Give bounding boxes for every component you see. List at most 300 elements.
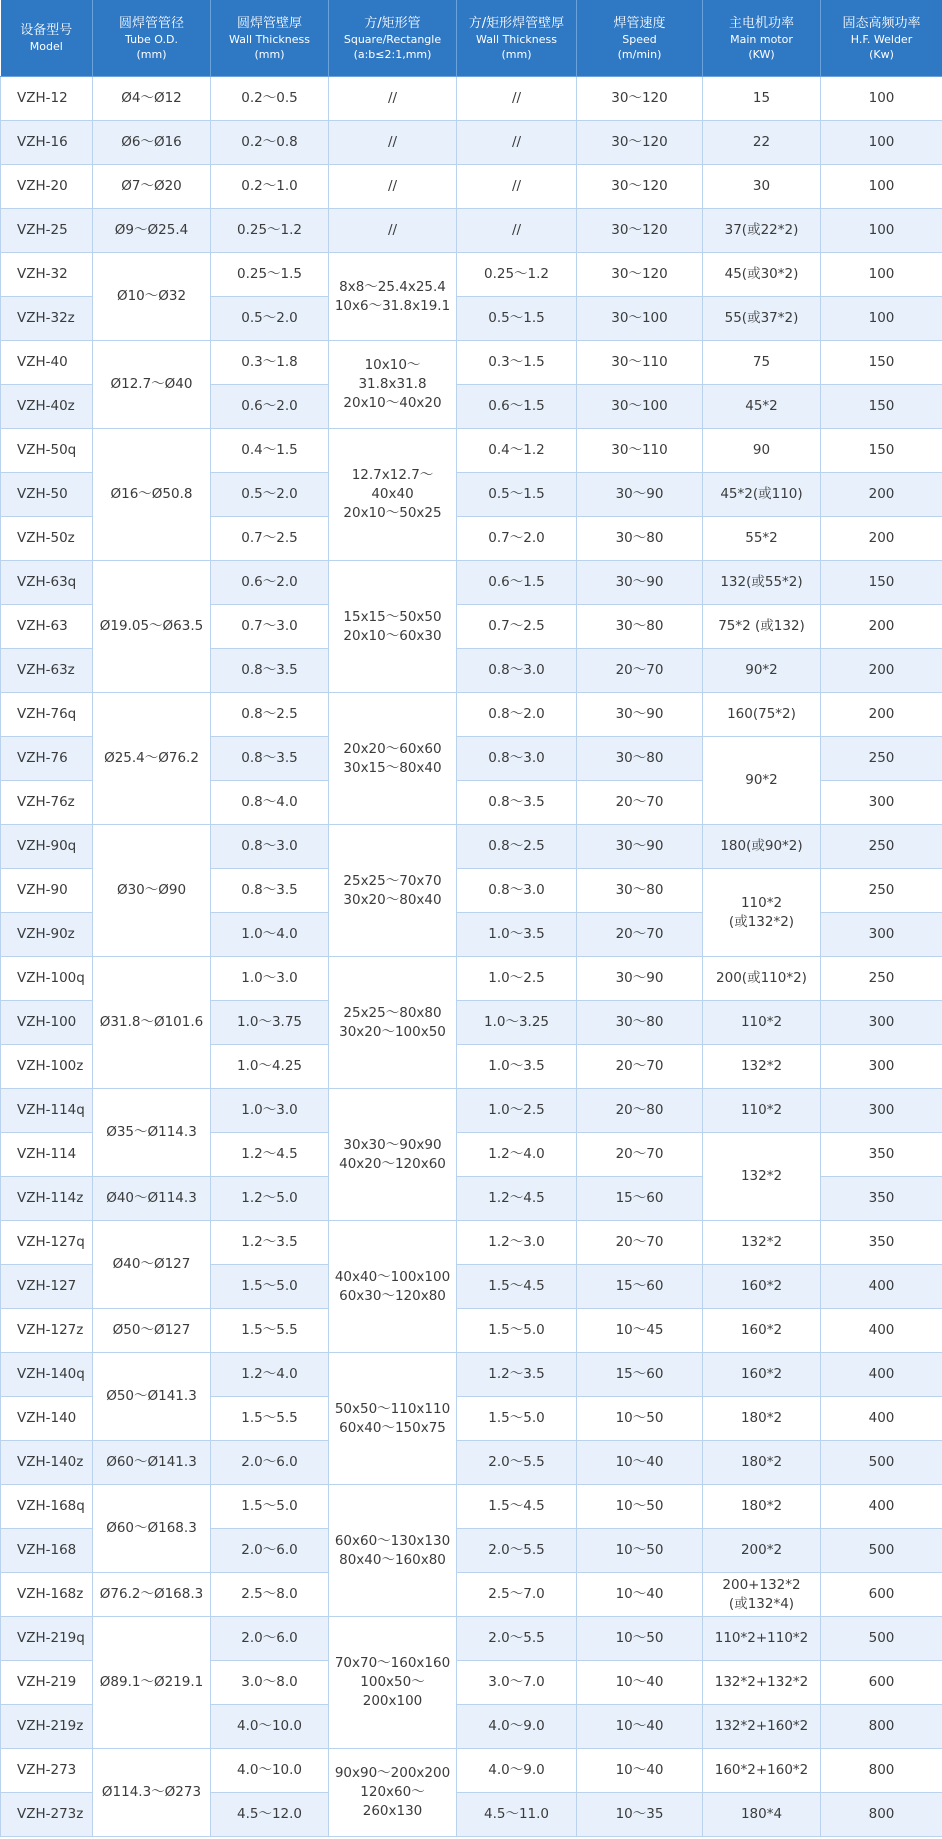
square-rectangle-cell: [329, 1749, 457, 1837]
wall-thickness-cell: 1.2～5.0: [211, 1177, 329, 1221]
model-cell: VZH-140: [1, 1397, 93, 1441]
main-motor-cell: 90*2: [703, 649, 821, 693]
tube-od-cell: Ø9～Ø25.4: [93, 209, 211, 253]
model-cell: VZH-140z: [1, 1441, 93, 1485]
speed-cell: 30～120: [577, 165, 703, 209]
main-motor-cell: 30: [703, 165, 821, 209]
tube-od-cell: Ø76.2～Ø168.3: [93, 1573, 211, 1617]
header-square-wall-thickness: 方/矩形焊管壁厚 Wall Thickness (mm): [457, 0, 577, 77]
model-cell: VZH-127q: [1, 1221, 93, 1265]
main-motor-cell: 132*2: [703, 1045, 821, 1089]
square-wall-cell: 1.0～3.5: [457, 1045, 577, 1089]
main-motor-cell: 45*2: [703, 385, 821, 429]
model-cell: VZH-50z: [1, 517, 93, 561]
speed-cell: 10～50: [577, 1397, 703, 1441]
square-wall-cell: 0.7～2.5: [457, 605, 577, 649]
wall-thickness-cell: 2.0～6.0: [211, 1441, 329, 1485]
square-rectangle-cell: //: [329, 77, 457, 121]
hf-welder-cell: 250: [821, 737, 942, 781]
square-range-2: 30x20～80x40: [343, 891, 442, 908]
hf-welder-cell: 350: [821, 1221, 942, 1265]
tube-od-cell: Ø40～Ø114.3: [93, 1177, 211, 1221]
square-range-2: 20x10～40x20: [343, 395, 442, 411]
model-cell: VZH-168z: [1, 1573, 93, 1617]
wall-thickness-cell: 0.5～2.0: [211, 297, 329, 341]
square-rectangle-cell: [329, 825, 457, 957]
main-motor-cell: 200*2: [703, 1529, 821, 1573]
speed-cell: 30～90: [577, 473, 703, 517]
square-range-1: 40x40～100x100: [334, 1268, 451, 1285]
hf-welder-cell: 100: [821, 253, 942, 297]
square-range-2: 80x40～160x80: [339, 1551, 446, 1568]
tube-od-cell: Ø50～Ø141.3: [93, 1353, 211, 1441]
model-cell: VZH-100: [1, 1001, 93, 1045]
model-cell: VZH-114q: [1, 1089, 93, 1133]
tube-od-cell: Ø7～Ø20: [93, 165, 211, 209]
table-row: [1, 429, 942, 473]
tube-od-cell: Ø4～Ø12: [93, 77, 211, 121]
wall-thickness-cell: 2.0～6.0: [211, 1529, 329, 1573]
wall-thickness-cell: 0.8～4.0: [211, 781, 329, 825]
header-square-rectangle: 方/矩形管 Square/Rectangle (a:b≤2:1,mm): [329, 0, 457, 77]
hf-welder-cell: 500: [821, 1617, 942, 1661]
wall-thickness-cell: 0.8～3.5: [211, 737, 329, 781]
speed-cell: 15～60: [577, 1177, 703, 1221]
main-motor-cell: 160*2+160*2: [703, 1749, 821, 1793]
speed-cell: 30～90: [577, 561, 703, 605]
square-rectangle-cell: //: [329, 209, 457, 253]
square-wall-cell: //: [457, 77, 577, 121]
main-motor-cell: 55*2: [703, 517, 821, 561]
square-wall-cell: 2.5～7.0: [457, 1573, 577, 1617]
main-motor-cell: 160*2: [703, 1353, 821, 1397]
speed-cell: 30～120: [577, 121, 703, 165]
hf-welder-cell: 350: [821, 1177, 942, 1221]
square-wall-cell: //: [457, 121, 577, 165]
square-range-1: 30x30～90x90: [343, 1136, 442, 1153]
wall-thickness-cell: 1.5～5.5: [211, 1397, 329, 1441]
wall-thickness-cell: 0.7～3.0: [211, 605, 329, 649]
speed-cell: 10～40: [577, 1661, 703, 1705]
square-wall-cell: 0.8～2.5: [457, 825, 577, 869]
square-range-1: 50x50～110x110: [334, 1400, 451, 1417]
table-row: [1, 1441, 942, 1485]
square-wall-cell: 0.8～2.0: [457, 693, 577, 737]
hf-welder-cell: 800: [821, 1705, 942, 1749]
tube-od-cell: Ø10～Ø32: [93, 253, 211, 341]
square-wall-cell: 1.5～5.0: [457, 1397, 577, 1441]
model-cell: VZH-76q: [1, 693, 93, 737]
square-range-1: 25x25～80x80: [343, 1004, 442, 1021]
square-range-1: 90x90～200x200: [334, 1765, 451, 1781]
square-range-1: 20x20～60x60: [343, 740, 442, 757]
square-wall-cell: 1.0～3.5: [457, 913, 577, 957]
main-motor-cell: 160*2: [703, 1265, 821, 1309]
square-wall-cell: 1.0～2.5: [457, 957, 577, 1001]
main-motor-cell: 45*2(或110): [703, 473, 821, 517]
square-rectangle-cell: [329, 429, 457, 561]
square-wall-cell: 2.0～5.5: [457, 1529, 577, 1573]
main-motor-cell: 180*2: [703, 1397, 821, 1441]
wall-thickness-cell: 0.4～1.5: [211, 429, 329, 473]
hf-welder-cell: 400: [821, 1397, 942, 1441]
hf-welder-cell: 150: [821, 385, 942, 429]
tube-od-cell: Ø19.05～Ø63.5: [93, 561, 211, 693]
model-cell: VZH-32z: [1, 297, 93, 341]
tube-od-cell: Ø35～Ø114.3: [93, 1089, 211, 1177]
square-range-2: 20x10～50x25: [343, 505, 442, 521]
square-wall-cell: 0.6～1.5: [457, 561, 577, 605]
table-row: [1, 1221, 942, 1265]
tube-od-cell: Ø6～Ø16: [93, 121, 211, 165]
square-wall-cell: 2.0～5.5: [457, 1441, 577, 1485]
hf-welder-cell: 300: [821, 913, 942, 957]
table-row: [1, 1573, 942, 1617]
main-motor-cell: 37(或22*2): [703, 209, 821, 253]
hf-welder-cell: 350: [821, 1133, 942, 1177]
header-hf-welder: 固态高频功率 H.F. Welder (Kw): [821, 0, 942, 77]
hf-welder-cell: 200: [821, 517, 942, 561]
model-cell: VZH-140q: [1, 1353, 93, 1397]
main-motor-cell: 132*2: [703, 1133, 821, 1221]
wall-thickness-cell: 0.8～3.5: [211, 869, 329, 913]
wall-thickness-cell: 0.8～2.5: [211, 693, 329, 737]
hf-welder-cell: 200: [821, 693, 942, 737]
square-wall-cell: //: [457, 165, 577, 209]
square-wall-cell: //: [457, 209, 577, 253]
model-cell: VZH-50q: [1, 429, 93, 473]
square-range-1: 10x10～31.8x31.8: [358, 357, 427, 392]
square-wall-cell: 4.5～11.0: [457, 1793, 577, 1837]
speed-cell: 15～60: [577, 1353, 703, 1397]
square-wall-cell: 1.2～4.5: [457, 1177, 577, 1221]
model-cell: VZH-100q: [1, 957, 93, 1001]
square-rectangle-cell: [329, 957, 457, 1089]
table-row: [1, 341, 942, 385]
model-cell: VZH-40: [1, 341, 93, 385]
main-motor-cell: 200(或110*2): [703, 957, 821, 1001]
main-motor-cell: 132(或55*2): [703, 561, 821, 605]
main-motor-cell: 180*2: [703, 1485, 821, 1529]
hf-welder-cell: 400: [821, 1353, 942, 1397]
wall-thickness-cell: 1.2～3.5: [211, 1221, 329, 1265]
hf-welder-cell: 300: [821, 781, 942, 825]
square-wall-cell: 0.8～3.5: [457, 781, 577, 825]
speed-cell: 10～50: [577, 1485, 703, 1529]
square-rectangle-cell: [329, 1221, 457, 1353]
wall-thickness-cell: 1.0～4.25: [211, 1045, 329, 1089]
square-wall-cell: 0.8～3.0: [457, 869, 577, 913]
hf-welder-cell: 150: [821, 341, 942, 385]
square-range-2: 20x10～60x30: [343, 627, 442, 644]
square-range-1: 8x8～25.4x25.4: [339, 278, 446, 295]
tube-od-cell: Ø60～Ø168.3: [93, 1485, 211, 1573]
square-range-2: 60x40～150x75: [339, 1419, 446, 1436]
model-cell: VZH-127z: [1, 1309, 93, 1353]
tube-od-cell: Ø40～Ø127: [93, 1221, 211, 1309]
speed-cell: 20～70: [577, 1221, 703, 1265]
hf-welder-cell: 200: [821, 649, 942, 693]
square-range-2: 60x30～120x80: [339, 1287, 446, 1304]
main-motor-cell: 180*4: [703, 1793, 821, 1837]
tube-od-cell: Ø25.4～Ø76.2: [93, 693, 211, 825]
main-motor-cell: 15: [703, 77, 821, 121]
hf-welder-cell: 100: [821, 165, 942, 209]
speed-cell: 30～90: [577, 957, 703, 1001]
tube-od-cell: Ø50～Ø127: [93, 1309, 211, 1353]
hf-welder-cell: 100: [821, 77, 942, 121]
square-wall-cell: 4.0～9.0: [457, 1705, 577, 1749]
speed-cell: 20～80: [577, 1089, 703, 1133]
square-wall-cell: 2.0～5.5: [457, 1617, 577, 1661]
square-wall-cell: 0.4～1.2: [457, 429, 577, 473]
wall-thickness-cell: 1.0～3.0: [211, 1089, 329, 1133]
square-wall-cell: 0.5～1.5: [457, 297, 577, 341]
main-motor-cell: 180*2: [703, 1441, 821, 1485]
model-cell: VZH-90: [1, 869, 93, 913]
model-cell: VZH-25: [1, 209, 93, 253]
square-wall-cell: 0.8～3.0: [457, 649, 577, 693]
table-row: [1, 825, 942, 869]
hf-welder-cell: 400: [821, 1485, 942, 1529]
table-row: [1, 1309, 942, 1353]
square-range-1: 60x60～130x130: [334, 1532, 451, 1549]
square-rectangle-cell: [329, 341, 457, 429]
speed-cell: 10～40: [577, 1441, 703, 1485]
wall-thickness-cell: 0.2～0.5: [211, 77, 329, 121]
main-motor-cell: 132*2+132*2: [703, 1661, 821, 1705]
square-wall-cell: 0.5～1.5: [457, 473, 577, 517]
speed-cell: 20～70: [577, 913, 703, 957]
model-cell: VZH-168: [1, 1529, 93, 1573]
hf-welder-cell: 300: [821, 1089, 942, 1133]
wall-thickness-cell: 0.2～0.8: [211, 121, 329, 165]
model-cell: VZH-273: [1, 1749, 93, 1793]
square-rectangle-cell: [329, 1485, 457, 1617]
square-wall-cell: 0.7～2.0: [457, 517, 577, 561]
model-cell: VZH-114: [1, 1133, 93, 1177]
square-wall-cell: 1.2～4.0: [457, 1133, 577, 1177]
hf-welder-cell: 150: [821, 561, 942, 605]
square-wall-cell: 1.5～4.5: [457, 1485, 577, 1529]
model-cell: VZH-100z: [1, 1045, 93, 1089]
tube-od-cell: Ø31.8～Ø101.6: [93, 957, 211, 1089]
table-row: [1, 1485, 942, 1529]
speed-cell: 15～60: [577, 1265, 703, 1309]
main-motor-cell: 132*2+160*2: [703, 1705, 821, 1749]
wall-thickness-cell: 0.7～2.5: [211, 517, 329, 561]
square-wall-cell: 1.2～3.5: [457, 1353, 577, 1397]
speed-cell: 30～80: [577, 517, 703, 561]
square-wall-cell: 0.6～1.5: [457, 385, 577, 429]
square-wall-cell: 1.0～2.5: [457, 1089, 577, 1133]
hf-welder-cell: 100: [821, 121, 942, 165]
square-wall-cell: 0.25～1.2: [457, 253, 577, 297]
square-range-2: 30x15～80x40: [343, 759, 442, 776]
wall-thickness-cell: 4.0～10.0: [211, 1749, 329, 1793]
main-motor-cell: 110*2: [703, 1089, 821, 1133]
square-rectangle-cell: [329, 253, 457, 341]
motor-line-2: (或132*2): [728, 913, 795, 930]
square-range-1: 25x25～70x70: [343, 872, 442, 889]
table-row: [1, 1089, 942, 1133]
speed-cell: 10～50: [577, 1529, 703, 1573]
main-motor-cell: 90*2: [703, 737, 821, 825]
wall-thickness-cell: 0.3～1.8: [211, 341, 329, 385]
model-cell: VZH-63z: [1, 649, 93, 693]
hf-welder-cell: 100: [821, 297, 942, 341]
square-rectangle-cell: [329, 1617, 457, 1749]
table-row: [1, 253, 942, 297]
speed-cell: 30～80: [577, 869, 703, 913]
wall-thickness-cell: 1.0～3.75: [211, 1001, 329, 1045]
model-cell: VZH-63: [1, 605, 93, 649]
square-wall-cell: 1.0～3.25: [457, 1001, 577, 1045]
wall-thickness-cell: 2.0～6.0: [211, 1617, 329, 1661]
hf-welder-cell: 300: [821, 1045, 942, 1089]
square-range-2: 100x50～200x100: [360, 1674, 425, 1709]
square-range-2: 10x6～31.8x19.1: [334, 297, 451, 314]
wall-thickness-cell: 1.5～5.0: [211, 1265, 329, 1309]
speed-cell: 30～90: [577, 825, 703, 869]
speed-cell: 30～120: [577, 253, 703, 297]
main-motor-cell: 110*2: [703, 1001, 821, 1045]
hf-welder-cell: 100: [821, 209, 942, 253]
model-cell: VZH-114z: [1, 1177, 93, 1221]
hf-welder-cell: 250: [821, 869, 942, 913]
main-motor-cell: 75*2 (或132): [703, 605, 821, 649]
square-wall-cell: 0.8～3.0: [457, 737, 577, 781]
model-cell: VZH-90q: [1, 825, 93, 869]
speed-cell: 30～100: [577, 297, 703, 341]
hf-welder-cell: 200: [821, 605, 942, 649]
model-cell: VZH-16: [1, 121, 93, 165]
speed-cell: 10～50: [577, 1617, 703, 1661]
model-cell: VZH-12: [1, 77, 93, 121]
speed-cell: 30～110: [577, 429, 703, 473]
model-cell: VZH-63q: [1, 561, 93, 605]
table-row: [1, 561, 942, 605]
table-row: [1, 209, 942, 253]
square-range-1: 12.7x12.7～40x40: [351, 467, 434, 502]
header-wall-thickness: 圆焊管壁厚 Wall Thickness (mm): [211, 0, 329, 77]
wall-thickness-cell: 1.2～4.5: [211, 1133, 329, 1177]
speed-cell: 30～80: [577, 737, 703, 781]
main-motor-cell: 55(或37*2): [703, 297, 821, 341]
square-range-2: 40x20～120x60: [339, 1155, 446, 1172]
header-row: [1, 0, 942, 77]
wall-thickness-cell: 1.2～4.0: [211, 1353, 329, 1397]
motor-line-1: 110*2: [740, 894, 783, 911]
main-motor-cell: 110*2+110*2: [703, 1617, 821, 1661]
main-motor-cell: [703, 1573, 821, 1617]
table-row: [1, 165, 942, 209]
model-cell: VZH-219: [1, 1661, 93, 1705]
square-range-2: 30x20～100x50: [339, 1023, 446, 1040]
wall-thickness-cell: 0.8～3.5: [211, 649, 329, 693]
header-model: 设备型号 Model: [1, 0, 93, 77]
table-row: [1, 1749, 942, 1793]
tube-od-cell: Ø16～Ø50.8: [93, 429, 211, 561]
speed-cell: 20～70: [577, 1045, 703, 1089]
table-row: [1, 1617, 942, 1661]
wall-thickness-cell: 2.5～8.0: [211, 1573, 329, 1617]
square-rectangle-cell: [329, 693, 457, 825]
speed-cell: 30～80: [577, 605, 703, 649]
wall-thickness-cell: 1.5～5.0: [211, 1485, 329, 1529]
hf-welder-cell: 500: [821, 1529, 942, 1573]
hf-welder-cell: 250: [821, 957, 942, 1001]
square-wall-cell: 0.3～1.5: [457, 341, 577, 385]
speed-cell: 10～35: [577, 1793, 703, 1837]
square-wall-cell: 1.2～3.0: [457, 1221, 577, 1265]
hf-welder-cell: 600: [821, 1573, 942, 1617]
main-motor-cell: 45(或30*2): [703, 253, 821, 297]
wall-thickness-cell: 3.0～8.0: [211, 1661, 329, 1705]
header-tube-od: 圆焊管管径 Tube O.D. (mm): [93, 0, 211, 77]
tube-od-cell: Ø114.3～Ø273: [93, 1749, 211, 1837]
model-cell: VZH-127: [1, 1265, 93, 1309]
tube-od-cell: Ø12.7～Ø40: [93, 341, 211, 429]
header-main-motor: 主电机功率 Main motor (KW): [703, 0, 821, 77]
model-cell: VZH-76z: [1, 781, 93, 825]
motor-line-2: (或132*4): [728, 1595, 795, 1612]
model-cell: VZH-273z: [1, 1793, 93, 1837]
speed-cell: 30～110: [577, 341, 703, 385]
hf-welder-cell: 800: [821, 1749, 942, 1793]
main-motor-cell: 132*2: [703, 1221, 821, 1265]
speed-cell: 10～40: [577, 1573, 703, 1617]
wall-thickness-cell: 0.25～1.5: [211, 253, 329, 297]
wall-thickness-cell: 0.2～1.0: [211, 165, 329, 209]
speed-cell: 30～90: [577, 693, 703, 737]
wall-thickness-cell: 0.25～1.2: [211, 209, 329, 253]
wall-thickness-cell: 0.8～3.0: [211, 825, 329, 869]
main-motor-cell: 160(75*2): [703, 693, 821, 737]
model-cell: VZH-168q: [1, 1485, 93, 1529]
main-motor-cell: 160*2: [703, 1309, 821, 1353]
model-cell: VZH-40z: [1, 385, 93, 429]
wall-thickness-cell: 4.5～12.0: [211, 1793, 329, 1837]
table-row: [1, 121, 942, 165]
hf-welder-cell: 150: [821, 429, 942, 473]
speed-cell: 20～70: [577, 649, 703, 693]
hf-welder-cell: 250: [821, 825, 942, 869]
model-cell: VZH-219z: [1, 1705, 93, 1749]
speed-cell: 20～70: [577, 781, 703, 825]
model-cell: VZH-219q: [1, 1617, 93, 1661]
square-range-1: 70x70～160x160: [334, 1655, 451, 1671]
speed-cell: 10～45: [577, 1309, 703, 1353]
main-motor-cell: 180(或90*2): [703, 825, 821, 869]
square-range-1: 15x15～50x50: [343, 608, 442, 625]
square-wall-cell: 4.0～9.0: [457, 1749, 577, 1793]
square-rectangle-cell: [329, 561, 457, 693]
speed-cell: 20～70: [577, 1133, 703, 1177]
main-motor-cell: 90: [703, 429, 821, 473]
wall-thickness-cell: 1.5～5.5: [211, 1309, 329, 1353]
square-rectangle-cell: //: [329, 121, 457, 165]
wall-thickness-cell: 4.0～10.0: [211, 1705, 329, 1749]
motor-line-1: 200+132*2: [722, 1576, 801, 1593]
model-cell: VZH-50: [1, 473, 93, 517]
wall-thickness-cell: 1.0～3.0: [211, 957, 329, 1001]
square-wall-cell: 1.5～5.0: [457, 1309, 577, 1353]
table-row: [1, 77, 942, 121]
model-cell: VZH-20: [1, 165, 93, 209]
square-rectangle-cell: //: [329, 165, 457, 209]
model-cell: VZH-76: [1, 737, 93, 781]
